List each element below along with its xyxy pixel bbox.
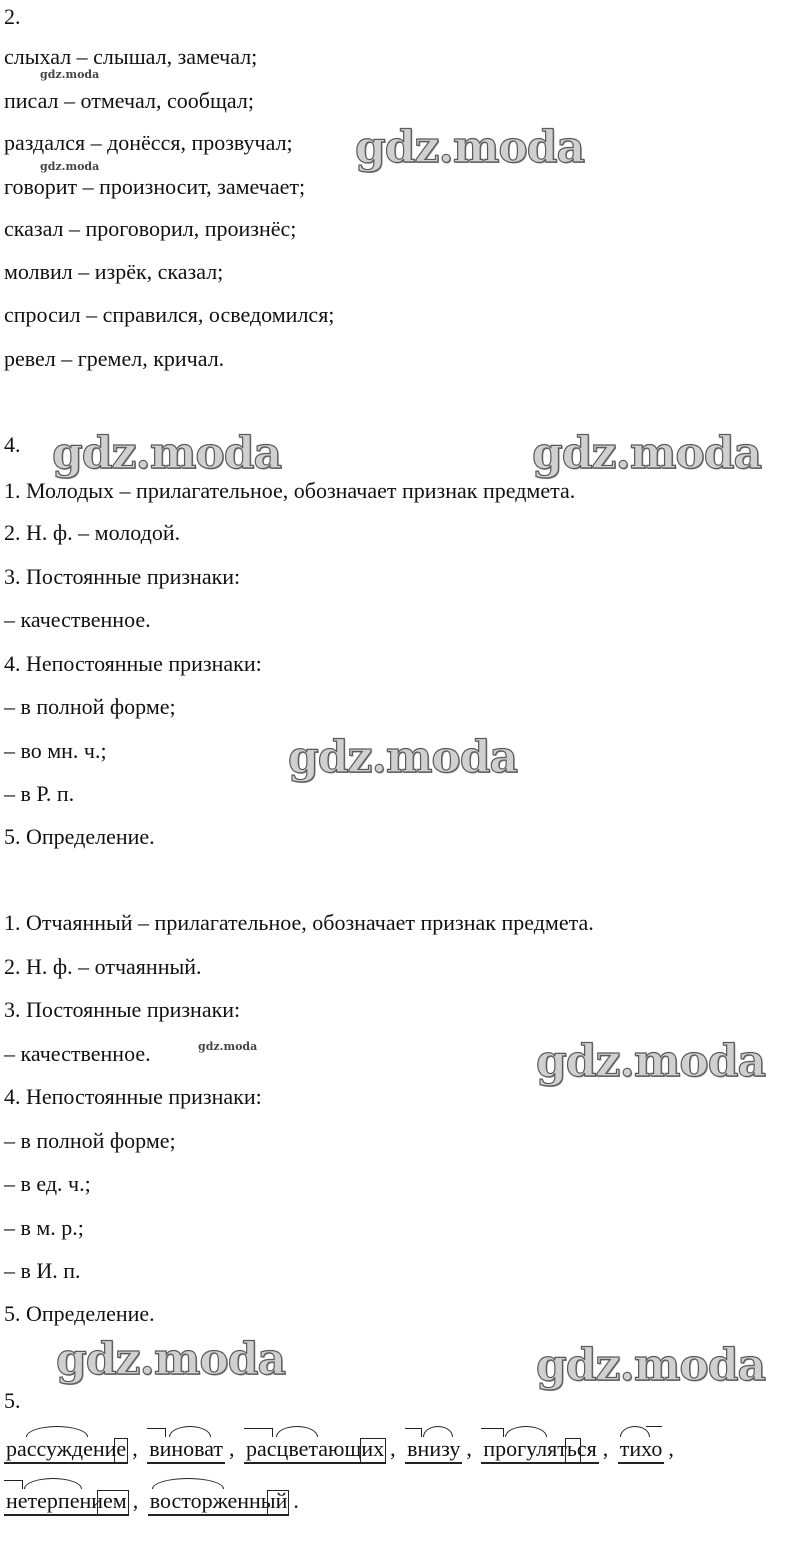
morpheme-word: рассуждение xyxy=(4,1436,128,1464)
watermark-logo: gdz.moda xyxy=(52,428,282,479)
section-5-number: 5. xyxy=(4,1388,21,1413)
synonym-line-2: писал – отмечал, сообщал; xyxy=(4,88,254,113)
analysis1-line-2: 2. Н. ф. – молодой. xyxy=(4,520,181,545)
analysis1-line-5: 4. Непостоянные признаки: xyxy=(4,651,262,676)
morpheme-line-2: нетерпением , восторженный . xyxy=(4,1488,303,1516)
morpheme-word: тихо xyxy=(618,1436,665,1464)
synonym-line-4: говорит – произносит, замечает; xyxy=(4,174,306,199)
watermark-logo: gdz.moda xyxy=(536,1036,766,1087)
watermark-logo: gdz.moda xyxy=(355,122,585,173)
morpheme-word: нетерпением xyxy=(4,1488,129,1516)
analysis2-line-6: – в полной форме; xyxy=(4,1128,176,1153)
morpheme-word: расцветающих xyxy=(244,1436,386,1464)
analysis1-line-9: 5. Определение. xyxy=(4,824,155,849)
watermark-logo: gdz.moda xyxy=(536,1340,766,1391)
analysis2-line-2: 2. Н. ф. – отчаянный. xyxy=(4,954,202,979)
synonym-line-1: слыхал – слышал, замечал; xyxy=(4,44,258,69)
analysis1-line-1: 1. Молодых – прилагательное, обозначает признак предмета. xyxy=(4,478,576,503)
watermark-logo: gdz.moda xyxy=(56,1334,286,1385)
morpheme-line-1: рассуждение , виноват , расцветающих , внизу , прогуляться , тихо , xyxy=(4,1436,678,1464)
watermark-logo: gdz.moda xyxy=(288,732,518,783)
analysis2-line-10: 5. Определение. xyxy=(4,1301,155,1326)
analysis2-line-7: – в ед. ч.; xyxy=(4,1171,91,1196)
section-4-number: 4. xyxy=(4,432,21,457)
analysis2-line-1: 1. Отчаянный – прилагательное, обозначает признак предмета. xyxy=(4,910,594,935)
morpheme-word: внизу xyxy=(405,1436,462,1464)
synonym-line-5: сказал – проговорил, произнёс; xyxy=(4,216,297,241)
analysis1-line-3: 3. Постоянные признаки: xyxy=(4,564,241,589)
synonym-line-7: спросил – справился, осведомился; xyxy=(4,302,335,327)
morpheme-word: восторженный xyxy=(148,1488,290,1516)
watermark-small: gdz.moda xyxy=(40,68,100,81)
watermark-logo: gdz.moda xyxy=(532,428,762,479)
morpheme-word: виноват xyxy=(147,1436,225,1464)
synonym-line-3: раздался – донёсся, прозвучал; xyxy=(4,130,293,155)
analysis1-line-4: – качественное. xyxy=(4,607,151,632)
analysis1-line-7: – во мн. ч.; xyxy=(4,738,107,763)
analysis2-line-9: – в И. п. xyxy=(4,1258,81,1283)
synonym-line-6: молвил – изрёк, сказал; xyxy=(4,259,224,284)
analysis2-line-3: 3. Постоянные признаки: xyxy=(4,997,241,1022)
analysis2-line-5: 4. Непостоянные признаки: xyxy=(4,1084,262,1109)
analysis1-line-8: – в Р. п. xyxy=(4,781,75,806)
morpheme-word: прогуляться xyxy=(481,1436,598,1464)
watermark-small: gdz.moda xyxy=(40,160,100,173)
watermark-small: gdz.moda xyxy=(198,1040,258,1053)
analysis1-line-6: – в полной форме; xyxy=(4,694,176,719)
section-2-number: 2. xyxy=(4,4,21,29)
analysis2-line-8: – в м. р.; xyxy=(4,1215,84,1240)
analysis2-line-4: – качественное. xyxy=(4,1041,151,1066)
synonym-line-8: ревел – гремел, кричал. xyxy=(4,346,225,371)
